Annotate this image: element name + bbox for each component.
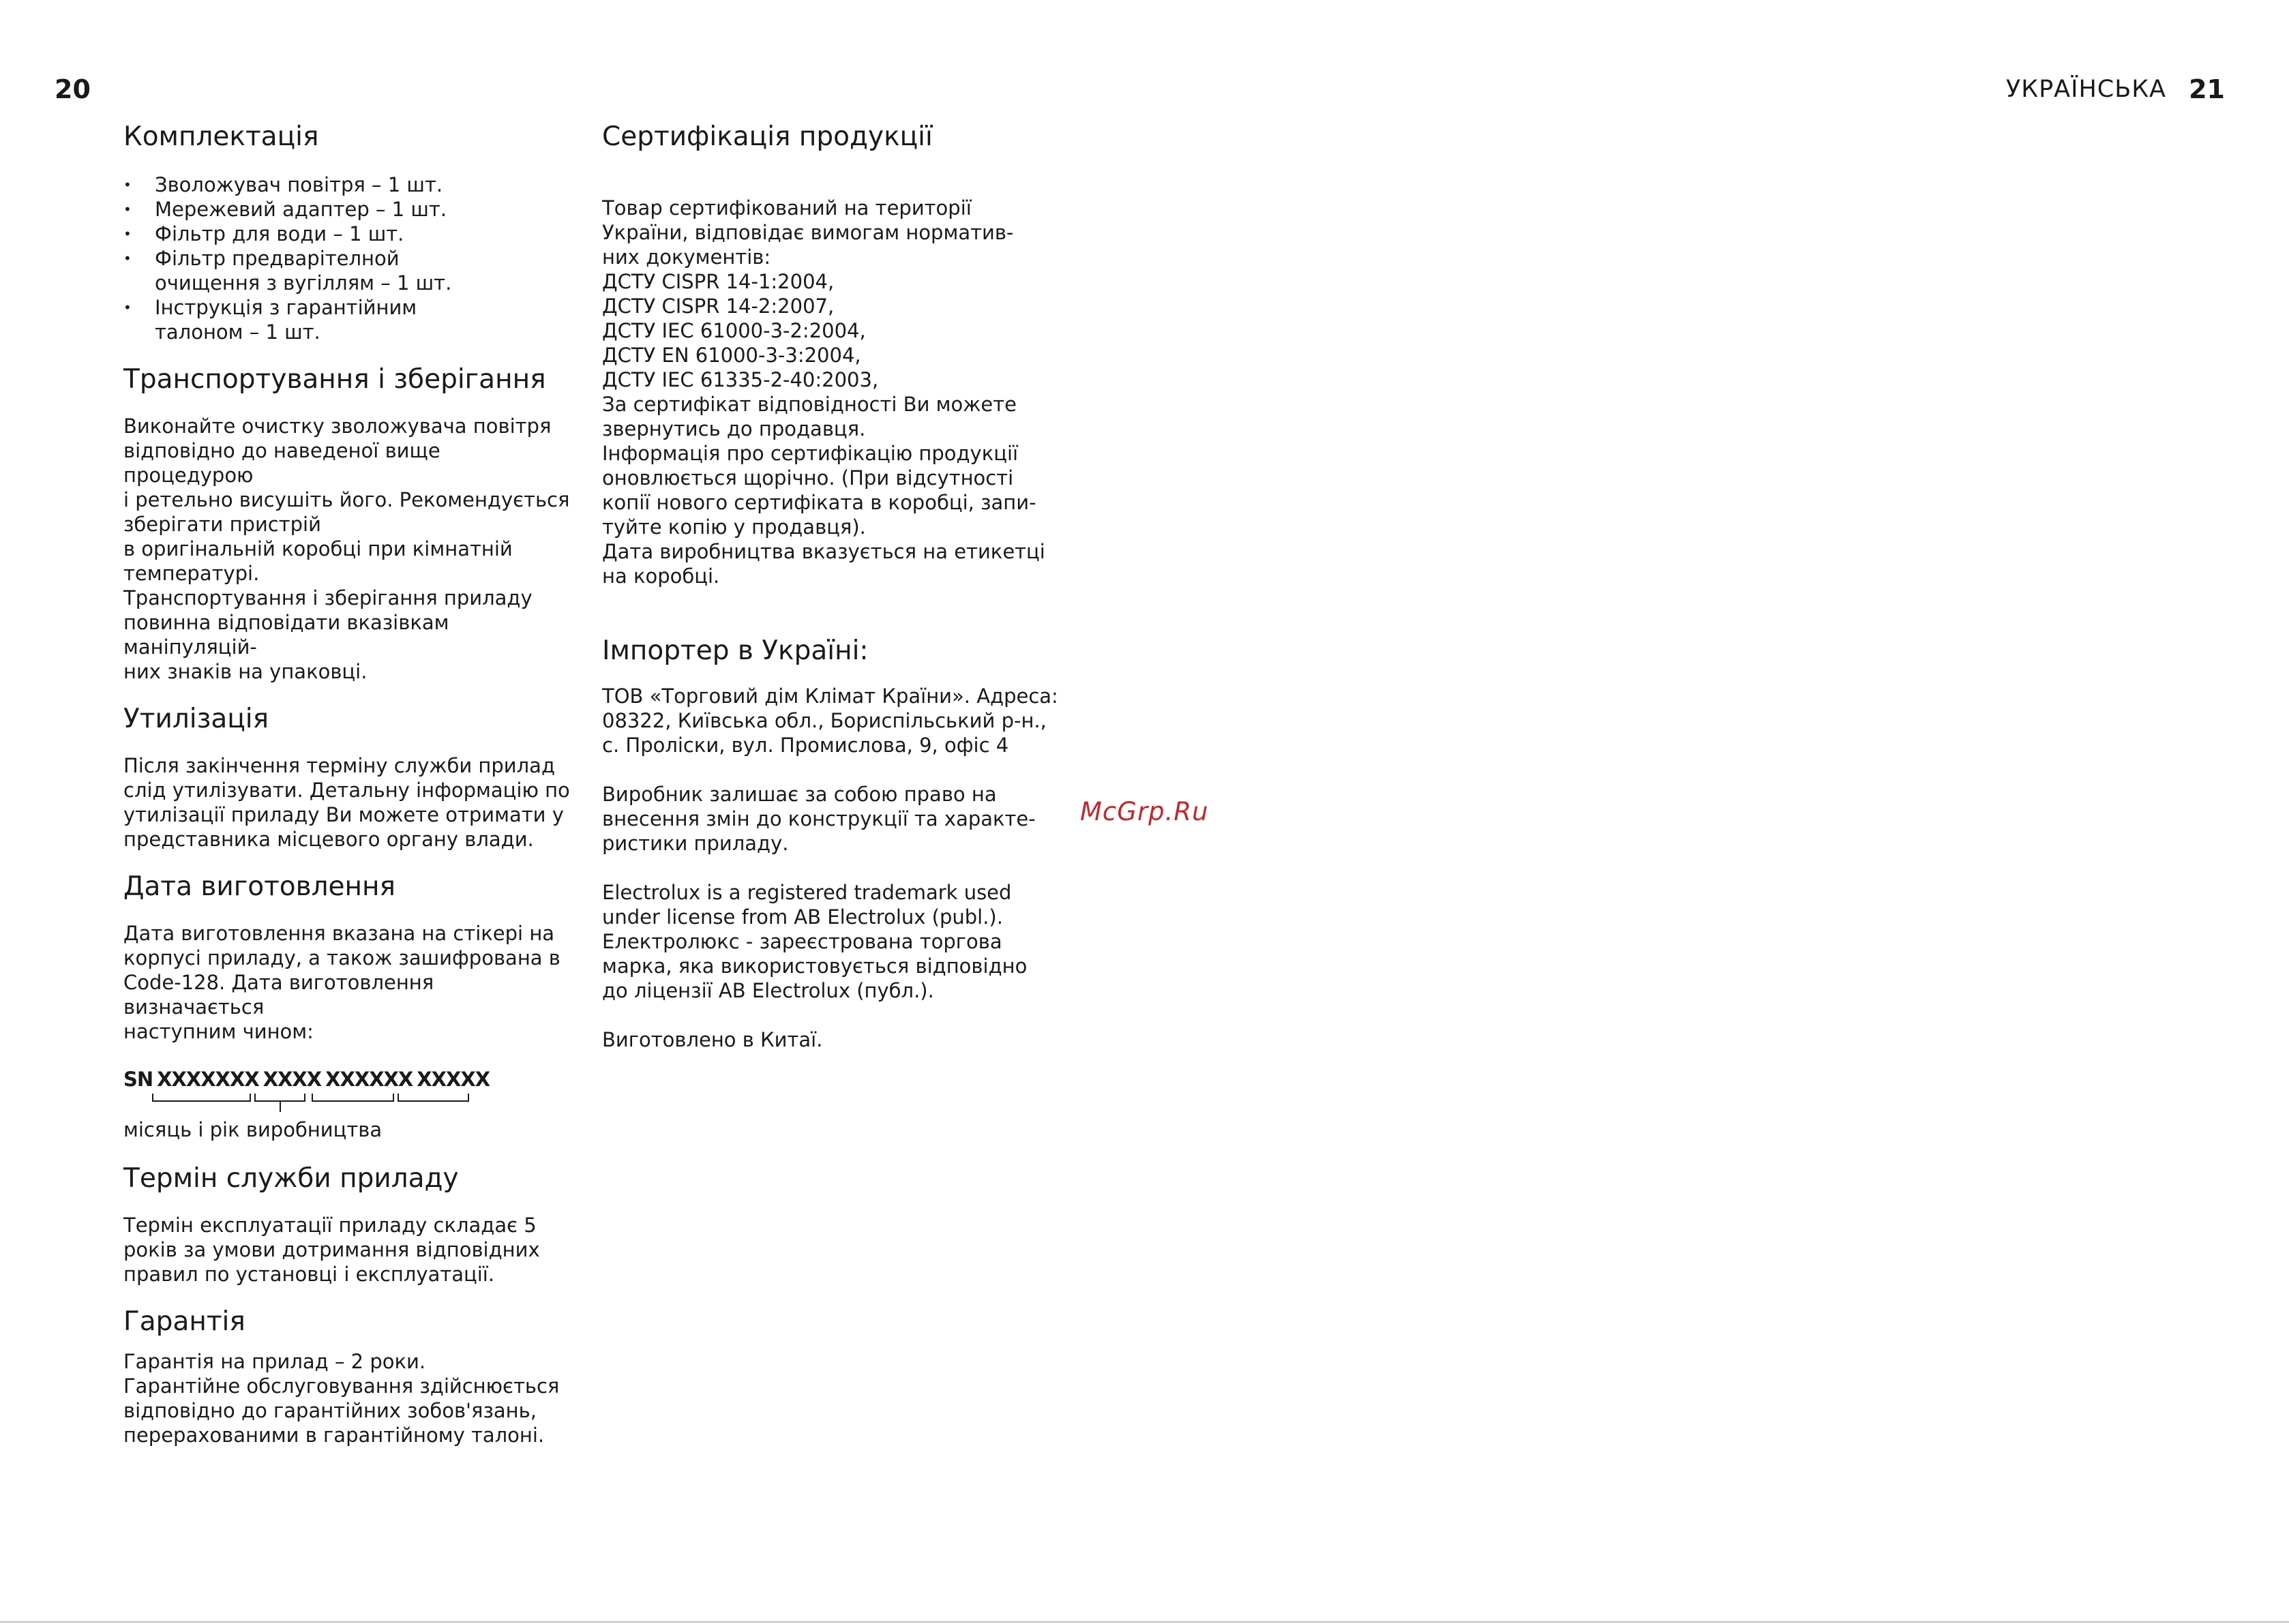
kit-item: • Інструкція з гарантійним талоном – 1 шт. <box>123 295 573 344</box>
page-number-left: 20 <box>55 74 91 104</box>
service-life-title: Термін служби приладу <box>123 1163 459 1194</box>
disposal-title: Утилізація <box>123 704 269 734</box>
kit-item: • Фільтр для води – 1 шт. <box>123 222 573 246</box>
left-column <box>123 119 573 1447</box>
certification-title: Сертифікація продукції <box>602 121 933 152</box>
right-column <box>602 119 1073 1052</box>
warranty-text: Гарантія на прилад – 2 роки. Гарантійне обслуговування здійснюється відповідно до гарантійних зобов'язань, перерахованими в гарантійному талоні. <box>123 1350 560 1447</box>
serial-number-pattern <box>123 1067 573 1092</box>
bottom-divider <box>0 1621 2289 1623</box>
sn-prefix: SN <box>123 1068 153 1091</box>
importer-section <box>602 633 1073 1052</box>
importer-title: Імпортер в Україні: <box>602 635 869 666</box>
sn-group: XXXXXXX <box>157 1068 259 1091</box>
kit-list <box>123 172 573 344</box>
certification-text: Товар сертифікований на території України, відповідає вимогам норматив- них документів: ДСТУ CISPR 14-1:2004, ДСТУ CISPR 14-2:2007, ДСТУ IEC 61000-3-2:2004, ДСТУ EN 61000-3-3:2004, ДСТУ IEC 61335-2-40:2003, За сертифікат відповідності Ви можете звернутись до продавця. Інформація про сертифікацію продукції оновлюється щорічно. (При відсутності копії нового сертифіката в коробці, запи- туйте копію у продавця). Дата виробництва вказується на етикетці на коробці. <box>602 196 1045 588</box>
kit-item: • Фільтр предварітелной очищення з вугіллям – 1 шт. <box>123 246 573 295</box>
page-number-right: 21 <box>2189 74 2225 104</box>
disposal-text: Після закінчення терміну служби прилад слід утилізувати. Детальну інформацію по утилізації приладу Ви можете отримати у представника місцевого органу влади. <box>123 754 570 851</box>
service-life-section <box>123 1161 573 1287</box>
trademark-text: Electrolux is a registered trademark used under license from AB Electrolux (publ.). Електролюкс - зареєстрована торгова марка, яка використовується відповідно до ліцензії AB Electrolux (публ.). <box>602 881 1028 1002</box>
kit-item: • Зволожувач повітря – 1 шт. <box>123 172 573 197</box>
manufacturer-rights-text: Виробник залишає за собою право на внесення змін до конструкції та характе- ристики приладу. <box>602 783 1036 855</box>
sn-group: XXXX <box>263 1068 322 1091</box>
manufacture-title: Дата виготовлення <box>123 871 396 902</box>
certification-section <box>602 119 1073 588</box>
sn-bracket-2 <box>255 1094 305 1101</box>
watermark-text: McGrp.Ru <box>1080 797 1209 826</box>
transport-title: Транспортування і зберігання <box>123 364 546 395</box>
disposal-section <box>123 702 573 852</box>
manufacture-text: Дата виготовлення вказана на стікері на корпусі приладу, а також зашифрована в Code-128. Дата виготовлення визначається наступним чином: <box>123 922 560 1043</box>
made-in-text: Виготовлено в Китаї. <box>602 1028 823 1051</box>
sn-bracket-3 <box>312 1094 393 1101</box>
service-life-text: Термін експлуатації приладу складає 5 років за умови дотримання відповідних правил по установці і експлуатації. <box>123 1214 540 1286</box>
sn-bracket-1 <box>153 1094 250 1101</box>
manufacture-section <box>123 869 573 1142</box>
transport-text: Виконайте очистку зволожувача повітря відповідно до наведеної вище процедурою і ретельно висушіть його. Рекомендується зберігати пристрій в оригінальній коробці при кімнатній температурі. Транспортування і зберігання приладу повинна відповідати вказівкам маніпуляцій- них знаків на упаковці. <box>123 415 570 683</box>
transport-section <box>123 362 573 684</box>
warranty-title: Гарантія <box>123 1306 245 1337</box>
importer-address: ТОВ «Торговий дім Клімат Країни». Адреса: 08322, Київська обл., Бориспільський р-н., с. Пролiски, вул. Промислова, 9, офіс 4 <box>602 685 1058 757</box>
sn-group: XXXXX <box>417 1068 490 1091</box>
sn-caption: місяць і рік виробництва <box>123 1118 383 1141</box>
sn-group: XXXXXX <box>325 1068 413 1091</box>
sn-bracket-diagram <box>123 1092 478 1113</box>
sn-bracket-4 <box>398 1094 468 1101</box>
kit-section <box>123 119 573 344</box>
warranty-section <box>123 1304 573 1447</box>
language-label: УКРАЇНСЬКА <box>2005 76 2166 103</box>
kit-title: Комплектація <box>123 121 319 152</box>
kit-item: • Мережевий адаптер – 1 шт. <box>123 197 573 222</box>
